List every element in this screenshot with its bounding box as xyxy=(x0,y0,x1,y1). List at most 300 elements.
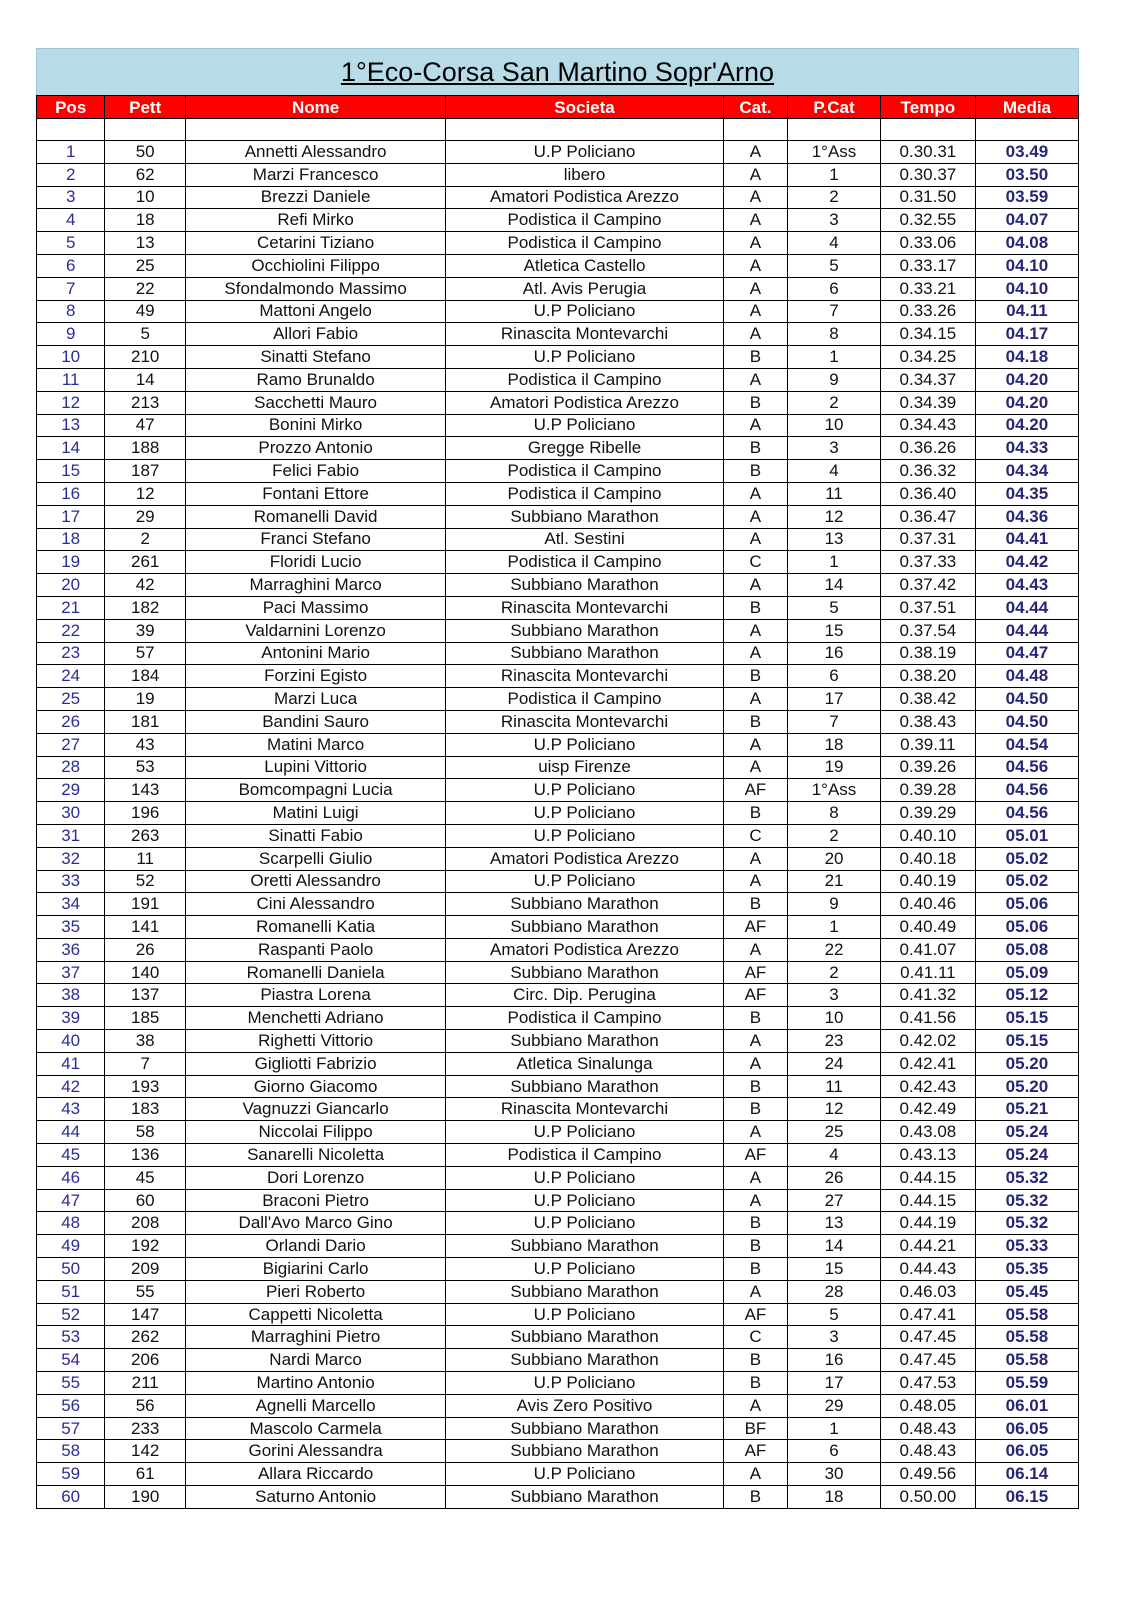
media-cell: 04.48 xyxy=(975,665,1078,688)
cat-cell: A xyxy=(723,414,787,437)
pett-cell: 13 xyxy=(105,232,186,255)
media-cell: 05.32 xyxy=(975,1189,1078,1212)
pos-cell: 46 xyxy=(37,1166,105,1189)
media-cell: 05.06 xyxy=(975,893,1078,916)
tempo-cell: 0.36.47 xyxy=(880,505,975,528)
media-cell: 05.45 xyxy=(975,1280,1078,1303)
nome-cell: Menchetti Adriano xyxy=(185,1007,445,1030)
pcat-cell: 13 xyxy=(788,1212,881,1235)
media-cell: 04.20 xyxy=(975,391,1078,414)
pos-cell: 18 xyxy=(37,528,105,551)
societa-cell: Rinascita Montevarchi xyxy=(446,710,724,733)
tempo-cell: 0.48.43 xyxy=(880,1440,975,1463)
pos-cell: 19 xyxy=(37,551,105,574)
pcat-cell: 10 xyxy=(788,414,881,437)
cat-cell: A xyxy=(723,505,787,528)
cat-cell: A xyxy=(723,1394,787,1417)
pos-cell: 53 xyxy=(37,1326,105,1349)
media-cell: 04.50 xyxy=(975,688,1078,711)
pcat-cell: 25 xyxy=(788,1121,881,1144)
media-cell: 04.44 xyxy=(975,596,1078,619)
cat-cell: B xyxy=(723,1486,787,1509)
cat-cell: AF xyxy=(723,779,787,802)
pos-cell: 34 xyxy=(37,893,105,916)
pcat-cell: 5 xyxy=(788,596,881,619)
societa-cell: U.P Policiano xyxy=(446,300,724,323)
tempo-cell: 0.37.31 xyxy=(880,528,975,551)
table-row xyxy=(37,323,1079,346)
pcat-cell: 19 xyxy=(788,756,881,779)
societa-cell: U.P Policiano xyxy=(446,802,724,825)
blank-cell xyxy=(37,119,105,141)
page-title: 1°Eco-Corsa San Martino Sopr'Arno xyxy=(340,56,775,87)
cat-cell: A xyxy=(723,1463,787,1486)
table-row xyxy=(37,1417,1079,1440)
media-cell: 06.05 xyxy=(975,1440,1078,1463)
societa-cell: U.P Policiano xyxy=(446,824,724,847)
nome-cell: Bigiarini Carlo xyxy=(185,1258,445,1281)
tempo-cell: 0.47.45 xyxy=(880,1349,975,1372)
table-row xyxy=(37,961,1079,984)
pos-cell: 54 xyxy=(37,1349,105,1372)
tempo-cell: 0.49.56 xyxy=(880,1463,975,1486)
pos-cell: 31 xyxy=(37,824,105,847)
tempo-cell: 0.37.51 xyxy=(880,596,975,619)
societa-cell: Subbiano Marathon xyxy=(446,1280,724,1303)
societa-cell: Amatori Podistica Arezzo xyxy=(446,938,724,961)
table-row xyxy=(37,1007,1079,1030)
tempo-cell: 0.38.42 xyxy=(880,688,975,711)
nome-cell: Marzi Luca xyxy=(185,688,445,711)
nome-cell: Sinatti Stefano xyxy=(185,346,445,369)
cat-cell: A xyxy=(723,1166,787,1189)
societa-cell: Podistica il Campino xyxy=(446,1144,724,1167)
table-row xyxy=(37,505,1079,528)
table-row xyxy=(37,346,1079,369)
table-row xyxy=(37,1098,1079,1121)
societa-cell: Podistica il Campino xyxy=(446,232,724,255)
pcat-cell: 29 xyxy=(788,1394,881,1417)
pcat-cell: 6 xyxy=(788,277,881,300)
pos-cell: 33 xyxy=(37,870,105,893)
nome-cell: Sacchetti Mauro xyxy=(185,391,445,414)
nome-cell: Paci Massimo xyxy=(185,596,445,619)
media-cell: 05.58 xyxy=(975,1349,1078,1372)
pos-cell: 57 xyxy=(37,1417,105,1440)
societa-cell: U.P Policiano xyxy=(446,1258,724,1281)
societa-cell: Podistica il Campino xyxy=(446,688,724,711)
media-cell: 05.08 xyxy=(975,938,1078,961)
societa-cell: Subbiano Marathon xyxy=(446,619,724,642)
pcat-cell: 5 xyxy=(788,1303,881,1326)
pos-cell: 13 xyxy=(37,414,105,437)
col-header-nome: Nome xyxy=(185,96,445,119)
pos-cell: 20 xyxy=(37,574,105,597)
cat-cell: B xyxy=(723,346,787,369)
societa-cell: Podistica il Campino xyxy=(446,1007,724,1030)
table-row xyxy=(37,665,1079,688)
societa-cell: Subbiano Marathon xyxy=(446,1326,724,1349)
pos-cell: 10 xyxy=(37,346,105,369)
pett-cell: 14 xyxy=(105,368,186,391)
table-row xyxy=(37,1440,1079,1463)
pos-cell: 50 xyxy=(37,1258,105,1281)
media-cell: 04.36 xyxy=(975,505,1078,528)
media-cell: 04.20 xyxy=(975,368,1078,391)
tempo-cell: 0.43.13 xyxy=(880,1144,975,1167)
pcat-cell: 17 xyxy=(788,688,881,711)
pcat-cell: 2 xyxy=(788,961,881,984)
results-sheet xyxy=(36,48,1079,1509)
media-cell: 04.33 xyxy=(975,437,1078,460)
pos-cell: 55 xyxy=(37,1372,105,1395)
pos-cell: 6 xyxy=(37,254,105,277)
cat-cell: C xyxy=(723,824,787,847)
cat-cell: B xyxy=(723,893,787,916)
table-row xyxy=(37,209,1079,232)
cat-cell: B xyxy=(723,1007,787,1030)
pos-cell: 9 xyxy=(37,323,105,346)
tempo-cell: 0.33.26 xyxy=(880,300,975,323)
pos-cell: 49 xyxy=(37,1235,105,1258)
pos-cell: 52 xyxy=(37,1303,105,1326)
nome-cell: Matini Marco xyxy=(185,733,445,756)
nome-cell: Romanelli Katia xyxy=(185,916,445,939)
societa-cell: Avis Zero Positivo xyxy=(446,1394,724,1417)
media-cell: 03.50 xyxy=(975,163,1078,186)
media-cell: 05.32 xyxy=(975,1166,1078,1189)
pcat-cell: 4 xyxy=(788,460,881,483)
cat-cell: A xyxy=(723,254,787,277)
pos-cell: 5 xyxy=(37,232,105,255)
societa-cell: U.P Policiano xyxy=(446,779,724,802)
media-cell: 05.02 xyxy=(975,870,1078,893)
cat-cell: B xyxy=(723,802,787,825)
pos-cell: 51 xyxy=(37,1280,105,1303)
nome-cell: Sfondalmondo Massimo xyxy=(185,277,445,300)
pos-cell: 8 xyxy=(37,300,105,323)
nome-cell: Bomcompagni Lucia xyxy=(185,779,445,802)
pcat-cell: 1°Ass xyxy=(788,141,881,164)
media-cell: 04.42 xyxy=(975,551,1078,574)
pett-cell: 29 xyxy=(105,505,186,528)
pcat-cell: 10 xyxy=(788,1007,881,1030)
pcat-cell: 26 xyxy=(788,1166,881,1189)
table-row xyxy=(37,984,1079,1007)
media-cell: 05.02 xyxy=(975,847,1078,870)
blank-cell xyxy=(723,119,787,141)
nome-cell: Cini Alessandro xyxy=(185,893,445,916)
pcat-cell: 22 xyxy=(788,938,881,961)
media-cell: 04.08 xyxy=(975,232,1078,255)
cat-cell: A xyxy=(723,323,787,346)
pos-cell: 42 xyxy=(37,1075,105,1098)
tempo-cell: 0.47.53 xyxy=(880,1372,975,1395)
pcat-cell: 12 xyxy=(788,1098,881,1121)
pos-cell: 2 xyxy=(37,163,105,186)
blank-cell xyxy=(105,119,186,141)
table-row xyxy=(37,1372,1079,1395)
pett-cell: 26 xyxy=(105,938,186,961)
societa-cell: Subbiano Marathon xyxy=(446,505,724,528)
pcat-cell: 9 xyxy=(788,893,881,916)
pos-cell: 47 xyxy=(37,1189,105,1212)
cat-cell: A xyxy=(723,756,787,779)
pcat-cell: 3 xyxy=(788,1326,881,1349)
table-row xyxy=(37,437,1079,460)
pcat-cell: 1 xyxy=(788,346,881,369)
pett-cell: 263 xyxy=(105,824,186,847)
pos-cell: 44 xyxy=(37,1121,105,1144)
media-cell: 05.06 xyxy=(975,916,1078,939)
societa-cell: U.P Policiano xyxy=(446,1189,724,1212)
pos-cell: 58 xyxy=(37,1440,105,1463)
table-row xyxy=(37,688,1079,711)
table-row xyxy=(37,916,1079,939)
table-row xyxy=(37,756,1079,779)
tempo-cell: 0.40.10 xyxy=(880,824,975,847)
cat-cell: A xyxy=(723,1189,787,1212)
cat-cell: B xyxy=(723,460,787,483)
cat-cell: AF xyxy=(723,1440,787,1463)
pos-cell: 28 xyxy=(37,756,105,779)
pcat-cell: 18 xyxy=(788,1486,881,1509)
pett-cell: 261 xyxy=(105,551,186,574)
media-cell: 05.12 xyxy=(975,984,1078,1007)
media-cell: 05.32 xyxy=(975,1212,1078,1235)
tempo-cell: 0.30.37 xyxy=(880,163,975,186)
societa-cell: Atletica Sinalunga xyxy=(446,1052,724,1075)
pett-cell: 187 xyxy=(105,460,186,483)
media-cell: 05.15 xyxy=(975,1030,1078,1053)
tempo-cell: 0.36.32 xyxy=(880,460,975,483)
cat-cell: AF xyxy=(723,916,787,939)
header-row xyxy=(37,96,1079,119)
table-row xyxy=(37,1166,1079,1189)
pett-cell: 209 xyxy=(105,1258,186,1281)
media-cell: 05.20 xyxy=(975,1075,1078,1098)
pcat-cell: 3 xyxy=(788,437,881,460)
tempo-cell: 0.44.21 xyxy=(880,1235,975,1258)
nome-cell: Martino Antonio xyxy=(185,1372,445,1395)
table-row xyxy=(37,1394,1079,1417)
pcat-cell: 4 xyxy=(788,1144,881,1167)
cat-cell: B xyxy=(723,596,787,619)
table-row xyxy=(37,1075,1079,1098)
tempo-cell: 0.30.31 xyxy=(880,141,975,164)
pcat-cell: 8 xyxy=(788,802,881,825)
col-header-tempo: Tempo xyxy=(880,96,975,119)
nome-cell: Lupini Vittorio xyxy=(185,756,445,779)
pett-cell: 191 xyxy=(105,893,186,916)
pcat-cell: 2 xyxy=(788,824,881,847)
table-row xyxy=(37,1235,1079,1258)
societa-cell: Amatori Podistica Arezzo xyxy=(446,847,724,870)
pos-cell: 40 xyxy=(37,1030,105,1053)
cat-cell: A xyxy=(723,733,787,756)
societa-cell: libero xyxy=(446,163,724,186)
table-row xyxy=(37,368,1079,391)
pett-cell: 50 xyxy=(105,141,186,164)
cat-cell: B xyxy=(723,1235,787,1258)
nome-cell: Mattoni Angelo xyxy=(185,300,445,323)
nome-cell: Matini Luigi xyxy=(185,802,445,825)
tempo-cell: 0.37.54 xyxy=(880,619,975,642)
cat-cell: C xyxy=(723,551,787,574)
pos-cell: 60 xyxy=(37,1486,105,1509)
nome-cell: Marraghini Pietro xyxy=(185,1326,445,1349)
pos-cell: 41 xyxy=(37,1052,105,1075)
societa-cell: Atletica Castello xyxy=(446,254,724,277)
media-cell: 06.15 xyxy=(975,1486,1078,1509)
societa-cell: Podistica il Campino xyxy=(446,551,724,574)
pett-cell: 190 xyxy=(105,1486,186,1509)
societa-cell: U.P Policiano xyxy=(446,1463,724,1486)
pcat-cell: 11 xyxy=(788,1075,881,1098)
media-cell: 04.56 xyxy=(975,756,1078,779)
pos-cell: 30 xyxy=(37,802,105,825)
pcat-cell: 27 xyxy=(788,1189,881,1212)
cat-cell: B xyxy=(723,710,787,733)
results-body xyxy=(37,119,1079,1509)
societa-cell: Podistica il Campino xyxy=(446,460,724,483)
pett-cell: 192 xyxy=(105,1235,186,1258)
pett-cell: 262 xyxy=(105,1326,186,1349)
pett-cell: 210 xyxy=(105,346,186,369)
cat-cell: A xyxy=(723,141,787,164)
table-row xyxy=(37,824,1079,847)
societa-cell: Podistica il Campino xyxy=(446,368,724,391)
cat-cell: AF xyxy=(723,961,787,984)
nome-cell: Gorini Alessandra xyxy=(185,1440,445,1463)
pcat-cell: 20 xyxy=(788,847,881,870)
table-row xyxy=(37,870,1079,893)
nome-cell: Bandini Sauro xyxy=(185,710,445,733)
societa-cell: Circ. Dip. Perugina xyxy=(446,984,724,1007)
pos-cell: 1 xyxy=(37,141,105,164)
cat-cell: A xyxy=(723,847,787,870)
pett-cell: 45 xyxy=(105,1166,186,1189)
nome-cell: Bonini Mirko xyxy=(185,414,445,437)
media-cell: 04.43 xyxy=(975,574,1078,597)
cat-cell: AF xyxy=(723,1144,787,1167)
societa-cell: uisp Firenze xyxy=(446,756,724,779)
media-cell: 05.35 xyxy=(975,1258,1078,1281)
tempo-cell: 0.36.40 xyxy=(880,482,975,505)
pett-cell: 208 xyxy=(105,1212,186,1235)
pett-cell: 43 xyxy=(105,733,186,756)
media-cell: 04.56 xyxy=(975,802,1078,825)
table-row xyxy=(37,460,1079,483)
table-row xyxy=(37,1463,1079,1486)
pett-cell: 188 xyxy=(105,437,186,460)
nome-cell: Floridi Lucio xyxy=(185,551,445,574)
table-row xyxy=(37,1303,1079,1326)
societa-cell: Subbiano Marathon xyxy=(446,1030,724,1053)
tempo-cell: 0.37.42 xyxy=(880,574,975,597)
pett-cell: 55 xyxy=(105,1280,186,1303)
societa-cell: Atl. Avis Perugia xyxy=(446,277,724,300)
pett-cell: 58 xyxy=(105,1121,186,1144)
nome-cell: Raspanti Paolo xyxy=(185,938,445,961)
tempo-cell: 0.31.50 xyxy=(880,186,975,209)
cat-cell: B xyxy=(723,1212,787,1235)
cat-cell: A xyxy=(723,368,787,391)
societa-cell: Subbiano Marathon xyxy=(446,1417,724,1440)
societa-cell: Subbiano Marathon xyxy=(446,1235,724,1258)
cat-cell: B xyxy=(723,1098,787,1121)
tempo-cell: 0.32.55 xyxy=(880,209,975,232)
tempo-cell: 0.34.43 xyxy=(880,414,975,437)
nome-cell: Fontani Ettore xyxy=(185,482,445,505)
cat-cell: A xyxy=(723,938,787,961)
pos-cell: 48 xyxy=(37,1212,105,1235)
nome-cell: Oretti Alessandro xyxy=(185,870,445,893)
societa-cell: U.P Policiano xyxy=(446,1372,724,1395)
tempo-cell: 0.48.05 xyxy=(880,1394,975,1417)
pcat-cell: 6 xyxy=(788,665,881,688)
cat-cell: A xyxy=(723,482,787,505)
tempo-cell: 0.50.00 xyxy=(880,1486,975,1509)
societa-cell: Subbiano Marathon xyxy=(446,916,724,939)
tempo-cell: 0.40.46 xyxy=(880,893,975,916)
media-cell: 05.20 xyxy=(975,1052,1078,1075)
tempo-cell: 0.48.43 xyxy=(880,1417,975,1440)
pett-cell: 196 xyxy=(105,802,186,825)
table-row xyxy=(37,893,1079,916)
pcat-cell: 24 xyxy=(788,1052,881,1075)
societa-cell: Podistica il Campino xyxy=(446,209,724,232)
pos-cell: 11 xyxy=(37,368,105,391)
pcat-cell: 18 xyxy=(788,733,881,756)
pos-cell: 17 xyxy=(37,505,105,528)
media-cell: 06.14 xyxy=(975,1463,1078,1486)
pos-cell: 37 xyxy=(37,961,105,984)
tempo-cell: 0.39.29 xyxy=(880,802,975,825)
media-cell: 06.01 xyxy=(975,1394,1078,1417)
nome-cell: Dall'Avo Marco Gino xyxy=(185,1212,445,1235)
media-cell: 04.18 xyxy=(975,346,1078,369)
col-header-societa: Societa xyxy=(446,96,724,119)
nome-cell: Prozzo Antonio xyxy=(185,437,445,460)
pett-cell: 60 xyxy=(105,1189,186,1212)
tempo-cell: 0.42.02 xyxy=(880,1030,975,1053)
pcat-cell: 23 xyxy=(788,1030,881,1053)
table-row xyxy=(37,1326,1079,1349)
pett-cell: 182 xyxy=(105,596,186,619)
table-row xyxy=(37,1258,1079,1281)
cat-cell: B xyxy=(723,665,787,688)
col-header-pcat: P.Cat xyxy=(788,96,881,119)
pett-cell: 62 xyxy=(105,163,186,186)
pett-cell: 25 xyxy=(105,254,186,277)
pcat-cell: 2 xyxy=(788,186,881,209)
pett-cell: 140 xyxy=(105,961,186,984)
nome-cell: Giorno Giacomo xyxy=(185,1075,445,1098)
nome-cell: Romanelli David xyxy=(185,505,445,528)
tempo-cell: 0.44.15 xyxy=(880,1189,975,1212)
tempo-cell: 0.46.03 xyxy=(880,1280,975,1303)
table-row xyxy=(37,1349,1079,1372)
nome-cell: Agnelli Marcello xyxy=(185,1394,445,1417)
nome-cell: Marraghini Marco xyxy=(185,574,445,597)
tempo-cell: 0.39.26 xyxy=(880,756,975,779)
nome-cell: Annetti Alessandro xyxy=(185,141,445,164)
pett-cell: 19 xyxy=(105,688,186,711)
pos-cell: 25 xyxy=(37,688,105,711)
cat-cell: A xyxy=(723,232,787,255)
societa-cell: Amatori Podistica Arezzo xyxy=(446,391,724,414)
